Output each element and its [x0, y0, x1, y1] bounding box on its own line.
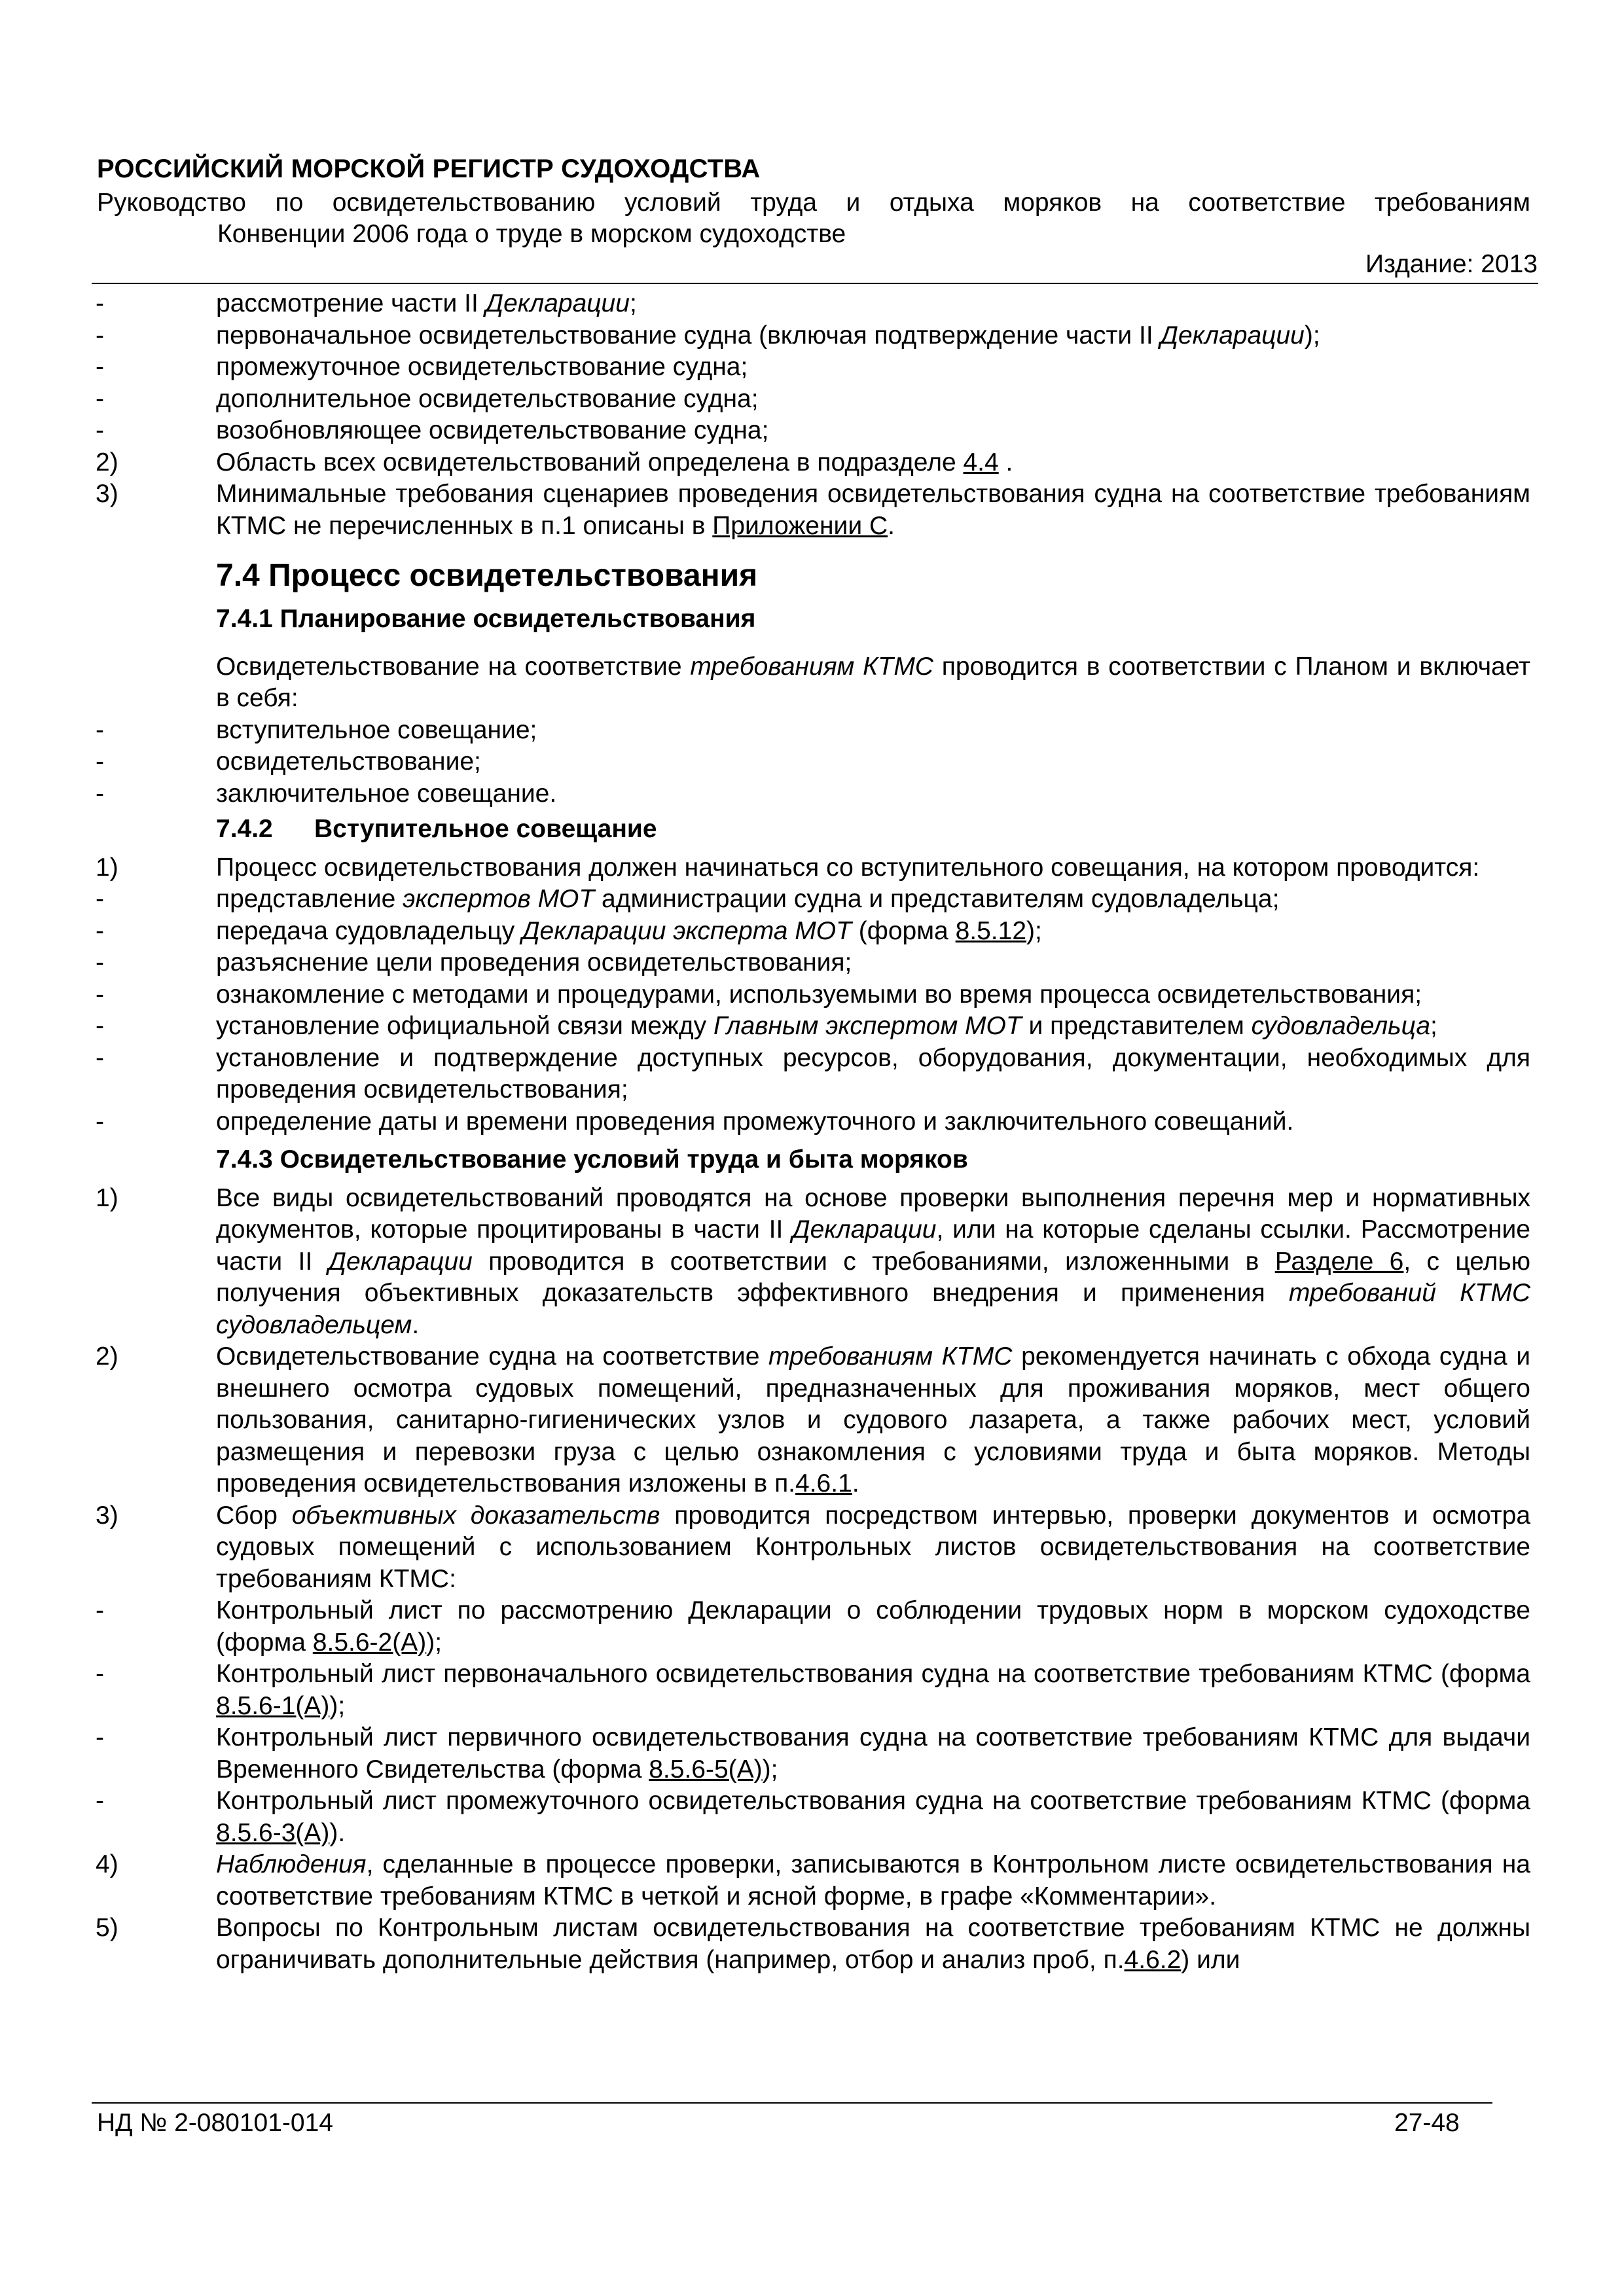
- numbered-item: 3) Сбор объективных доказательств проводится посредством интервью, проверки документов и осмотра судовых помещений с использованием Контрольных листов освидетельствования на соответствие требованиям КТМС:: [96, 1500, 1530, 1596]
- term-declaration: Декларации: [1160, 321, 1305, 350]
- dash-marker: -: [96, 289, 104, 317]
- link-section-6[interactable]: Разделе 6: [1274, 1247, 1404, 1276]
- list-item: - установление официальной связи между Главным экспертом МОТ и представителем судовладельца;: [96, 1011, 1530, 1043]
- subsection-heading-7-4-2: 7.4.2 Вступительное совещание: [216, 815, 657, 843]
- dash-marker: -: [96, 1107, 104, 1136]
- link-section-4-6-1[interactable]: 4.6.1: [795, 1469, 852, 1498]
- list-item: - вступительное совещание;: [96, 715, 1530, 747]
- link-form-8-5-6-2a[interactable]: 8.5.6-2(А): [312, 1628, 427, 1657]
- subsection-heading-7-4-1: 7.4.1 Планирование освидетельствования: [216, 605, 756, 633]
- list-item: - рассмотрение части II Декларации;: [96, 288, 1530, 320]
- list-item: - Контрольный лист первичного освидетельствования судна на соответствие требованиям КТМС для выдачи Временного Свидетельства (форма 8.5.6-5(А));: [96, 1722, 1530, 1785]
- item-number: 1): [96, 853, 118, 882]
- list-item: - ознакомление с методами и процедурами, используемыми во время процесса освидетельствования;: [96, 979, 1530, 1011]
- item-number: 2): [96, 1342, 118, 1371]
- dash-marker: -: [96, 321, 104, 350]
- dash-marker: -: [96, 353, 104, 381]
- link-form-8-5-6-3a[interactable]: 8.5.6-3(А): [216, 1818, 330, 1847]
- list-item: - первоначальное освидетельствование судна (включая подтверждение части II Декларации);: [96, 320, 1530, 352]
- header-subtitle: [97, 187, 1530, 250]
- numbered-item: 2) Область всех освидетельствований определена в подразделе 4.4 .: [96, 447, 1530, 479]
- list-item: - представление экспертов МОТ администрации судна и представителям судовладельца;: [96, 884, 1530, 916]
- list-item: - разъяснение цели проведения освидетельствования;: [96, 947, 1530, 979]
- list-item: - Контрольный лист первоначального освидетельствования судна на соответствие требованиям КТМС (форма 8.5.6-1(А));: [96, 1659, 1530, 1722]
- paragraph: Освидетельствование на соответствие требованиям КТМС проводится в соответствии с Планом и включает в себя:: [216, 652, 1531, 712]
- document-body: [96, 288, 1530, 1976]
- dash-marker: -: [96, 1660, 104, 1688]
- link-section-4-4[interactable]: 4.4: [963, 448, 999, 476]
- link-appendix-c[interactable]: Приложении С: [712, 511, 888, 540]
- list-item: - дополнительное освидетельствование судна;: [96, 384, 1530, 416]
- list-item: - заключительное совещание.: [96, 778, 1530, 810]
- dash-marker: -: [96, 715, 104, 744]
- dash-marker: -: [96, 885, 104, 913]
- section-heading-7-4: 7.4 Процесс освидетельствования: [216, 558, 758, 593]
- dash-marker: -: [96, 747, 104, 776]
- list-item: - передача судовладельцу Декларации эксперта МОТ (форма 8.5.12);: [96, 916, 1530, 948]
- dash-marker: -: [96, 1043, 104, 1072]
- dash-marker: -: [96, 1723, 104, 1751]
- item-number: 3): [96, 480, 118, 508]
- link-section-4-6-2[interactable]: 4.6.2: [1124, 1945, 1182, 1974]
- link-form-8-5-6-5a[interactable]: 8.5.6-5(А): [649, 1755, 763, 1784]
- header-subtitle-line1: Руководство по освидетельствованию условий труда и отдыха моряков на соответствие требованиям: [97, 188, 1530, 217]
- term-declaration: Декларации: [485, 289, 630, 317]
- list-item: - Контрольный лист промежуточного освидетельствования судна на соответствие требованиям КТМС (форма 8.5.6-3(А)).: [96, 1785, 1530, 1849]
- link-form-8-5-6-1a[interactable]: 8.5.6-1(А): [216, 1691, 330, 1720]
- list-item: - промежуточное освидетельствование судна;: [96, 351, 1530, 384]
- header-edition: Издание: 2013: [1365, 250, 1538, 278]
- list-item: - определение даты и времени проведения промежуточного и заключительного совещаний.: [96, 1106, 1530, 1138]
- list-item: - установление и подтверждение доступных ресурсов, оборудования, документации, необходимых для проведения освидетельствования;: [96, 1043, 1530, 1106]
- numbered-item: 1) Процесс освидетельствования должен начинаться со вступительного совещания, на котором проводится:: [96, 852, 1530, 884]
- item-number: 1): [96, 1183, 118, 1212]
- dash-marker: -: [96, 980, 104, 1009]
- link-form-8-5-12[interactable]: 8.5.12: [955, 916, 1027, 945]
- numbered-item: 3) Минимальные требования сценариев проведения освидетельствования судна на соответствие требованиям КТМС не перечисленных в п.1 описаны в Приложении С.: [96, 478, 1530, 542]
- header-organization: РОССИЙСКИЙ МОРСКОЙ РЕГИСТР СУДОХОДСТВА: [97, 154, 761, 183]
- dash-marker: -: [96, 1787, 104, 1815]
- header-divider: [92, 283, 1538, 284]
- numbered-item: 5) Вопросы по Контрольным листам освидетельствования на соответствие требованиям КТМС не должны ограничивать дополнительные действия (например, отбор и анализ проб, п.4.6.2) или: [96, 1912, 1530, 1976]
- dash-marker: -: [96, 416, 104, 444]
- footer-page-number: 27-48: [1394, 2109, 1460, 2137]
- numbered-item: 1) Все виды освидетельствований проводятся на основе проверки выполнения перечня мер и нормативных документов, которые процитированы в части II Декларации, или на которые сделаны ссылки. Рассмотрение части II Декларации проводится в соответствии с требованиями, изложенными в Разделе 6, с целью получения объективных доказательств эффективного внедрения и применения требований КТМС судовладельцем.: [96, 1183, 1530, 1342]
- header-subtitle-line2: Конвенции 2006 года о труде в морском судоходстве: [217, 220, 846, 248]
- numbered-item: 4) Наблюдения, сделанные в процессе проверки, записываются в Контрольном листе освидетельствования на соответствие требованиям КТМС в четкой и ясной форме, в графе «Комментарии».: [96, 1849, 1530, 1912]
- item-number: 4): [96, 1850, 118, 1878]
- subsection-heading-7-4-3: 7.4.3 Освидетельствование условий труда и быта моряков: [216, 1145, 968, 1174]
- dash-marker: -: [96, 1596, 104, 1624]
- dash-marker: -: [96, 384, 104, 413]
- dash-marker: -: [96, 948, 104, 977]
- list-item: - возобновляющее освидетельствование судна;: [96, 415, 1530, 447]
- item-number: 3): [96, 1501, 118, 1530]
- dash-marker: -: [96, 916, 104, 945]
- footer-document-number: НД № 2-080101-014: [97, 2109, 333, 2137]
- item-number: 2): [96, 448, 118, 476]
- item-number: 5): [96, 1914, 118, 1942]
- list-item: - Контрольный лист по рассмотрению Декларации о соблюдении трудовых норм в морском судоходстве (форма 8.5.6-2(А));: [96, 1595, 1530, 1659]
- footer-divider: [92, 2102, 1492, 2104]
- dash-marker: -: [96, 1012, 104, 1040]
- numbered-item: 2) Освидетельствование судна на соответствие требованиям КТМС рекомендуется начинать с обхода судна и внешнего осмотра судовых помещений, предназначенных для проживания моряков, мест общего пользования, санитарно-гигиенических узлов и судового лазарета, а также рабочих мест, условий размещения и перевозки груза с целью ознакомления с условиями труда и быта моряков. Методы проведения освидетельствования изложены в п.4.6.1.: [96, 1341, 1530, 1500]
- list-item: - освидетельствование;: [96, 746, 1530, 778]
- dash-marker: -: [96, 779, 104, 808]
